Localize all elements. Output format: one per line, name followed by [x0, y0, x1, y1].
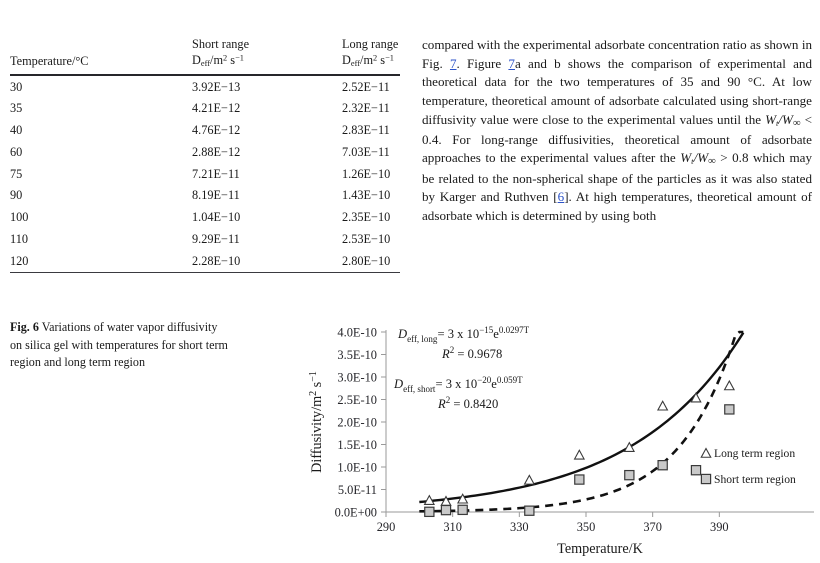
- cell-long-range: 2.53E−10: [342, 231, 391, 246]
- w-infinity-2: ∞: [708, 155, 716, 168]
- x-tick-label: 310: [443, 520, 462, 534]
- table-row: [10, 75, 400, 98]
- figure-7-reference-a[interactable]: 7: [449, 55, 457, 71]
- cell-long-range: 2.83E−11: [342, 123, 390, 138]
- column-header-short-range-line2: [192, 53, 244, 67]
- cell-temperature: 75: [10, 166, 23, 181]
- w-slash-w-2: /W: [693, 150, 709, 166]
- w-ratio-1: [765, 112, 801, 127]
- body-seg-1: compared with the experimental adsorbate concentration ratio as shown in Fig.: [422, 37, 812, 71]
- y-axis-title-text: Diffusivity/$m^2$ $s^{-1}$: [308, 371, 325, 473]
- column-header-long-range: [342, 36, 400, 75]
- body-seg-5: > 0.8 which may be related to the non-spherical shape of the particles as it was also stated by Karger and Ruthven [: [422, 150, 812, 205]
- equation-short: $D_{eff, short}= 3$ x $10^{-20}e^{0.059T}$: [394, 375, 523, 394]
- data-point-short-term: [458, 505, 467, 514]
- cell-long-range: 1.26E−10: [342, 166, 391, 181]
- cell-long-range: 2.52E−11: [342, 79, 390, 94]
- body-seg-2: . Figure: [456, 55, 509, 71]
- data-point-long-term: [658, 401, 668, 410]
- cell-temperature: 100: [10, 210, 29, 225]
- cell-temperature: 90: [10, 188, 23, 203]
- short-unit-sup-minus1: −1: [235, 53, 244, 63]
- cell-short-range: 2.28E−10: [192, 253, 241, 268]
- long-unit-sup-minus1: −1: [385, 53, 394, 63]
- y-tick-label: 2.0E-10: [337, 415, 377, 430]
- w-slash-w-1: /W: [778, 111, 793, 127]
- y-tick-label: 1.5E-10: [337, 437, 377, 452]
- body-seg-6: ]. At high temperatures, theoretical amount of adsorbate which is determined by using both: [422, 189, 812, 223]
- y-tick-label: 1.0E-10: [337, 460, 377, 475]
- w-subscript-t-2: t: [691, 156, 694, 167]
- x-tick-label: 290: [376, 520, 396, 534]
- long-d-symbol: D: [342, 53, 351, 68]
- figure-label: Fig. 6: [10, 320, 39, 334]
- cell-short-range: 4.76E−12: [192, 123, 241, 138]
- data-point-short-term: [441, 506, 450, 515]
- citation-reference-6[interactable]: 6: [557, 189, 565, 205]
- y-tick-label: 5.0E-11: [337, 482, 377, 497]
- column-header-temperature: [10, 36, 192, 75]
- data-point-short-term: [525, 506, 534, 515]
- r-squared-long: $R^2 = 0.9678$: [442, 345, 503, 361]
- w-symbol-2: W: [680, 150, 692, 166]
- data-point-long-term: [725, 381, 735, 390]
- column-header-short-range-line1: Short range: [192, 37, 250, 51]
- long-unit-sup-2: 2: [373, 53, 378, 63]
- table-row: [10, 250, 400, 272]
- data-point-short-term: [691, 466, 700, 475]
- short-unit-sup-2: 2: [223, 53, 228, 63]
- column-header-short-range: [192, 36, 342, 75]
- cell-temperature: 110: [10, 231, 28, 246]
- article-body-text: [422, 36, 812, 226]
- table-bottom-rule: [10, 272, 400, 273]
- cell-short-range: 8.19E−11: [192, 188, 240, 203]
- column-header-long-range-line1: Long range: [342, 37, 399, 51]
- data-point-short-term: [425, 507, 434, 516]
- column-header-temperature-label: Temperature/°C: [10, 53, 89, 68]
- column-header-long-range-line2: [342, 53, 394, 67]
- cell-temperature: 120: [10, 253, 29, 268]
- legend-label-short-term: Short term region: [714, 473, 796, 486]
- diffusivity-table-block: [10, 36, 400, 273]
- figure-caption: [10, 319, 228, 372]
- data-point-long-term: [525, 475, 535, 484]
- table-row: [10, 141, 400, 163]
- y-tick-label: 3.0E-10: [337, 370, 377, 385]
- data-point-short-term: [725, 405, 734, 414]
- cell-short-range: 4.21E−12: [192, 101, 241, 116]
- diffusivity-table: [10, 36, 400, 272]
- cell-temperature: 40: [10, 123, 23, 138]
- table-row: [10, 185, 400, 207]
- legend-marker-long-term: [701, 449, 711, 458]
- table-header-row: [10, 36, 400, 75]
- legend-marker-short-term: [701, 474, 710, 483]
- table-head: [10, 36, 400, 75]
- short-d-subscript: eff: [200, 59, 211, 69]
- cell-short-range: 1.04E−10: [192, 210, 241, 225]
- body-seg-3: a and b shows the comparison of experimental and theoretical data for the two temperatures of 35 and 90 °C. At low temperature, theoretical amount of adsorbate calculated using short-range diffusivity value were close to the experimental values until the: [422, 55, 812, 127]
- short-unit-slash-m: /m: [210, 53, 224, 68]
- cell-long-range: 2.32E−11: [342, 101, 390, 116]
- body-paragraph: [422, 36, 812, 226]
- w-ratio-2: [680, 150, 716, 168]
- data-point-short-term: [575, 475, 584, 484]
- y-tick-label: 3.5E-10: [337, 347, 377, 362]
- data-point-long-term: [575, 450, 585, 459]
- table-row: [10, 228, 400, 250]
- long-unit-slash-m: /m: [360, 53, 374, 68]
- cell-long-range: 7.03E−11: [342, 144, 390, 159]
- cell-short-range: 3.92E−13: [192, 79, 241, 94]
- x-axis-title: Temperature/K: [557, 541, 643, 557]
- short-unit-s: s: [227, 53, 236, 68]
- table-row: [10, 120, 400, 142]
- cell-temperature: 35: [10, 101, 23, 116]
- figure-7-reference-b[interactable]: 7: [508, 55, 515, 71]
- short-d-symbol: D: [192, 53, 201, 68]
- cell-long-range: 2.35E−10: [342, 210, 391, 225]
- y-tick-label: 2.5E-10: [337, 392, 377, 407]
- data-point-short-term: [625, 471, 634, 480]
- w-symbol-1: W: [765, 111, 776, 127]
- y-axis-title: [308, 371, 325, 473]
- table-row: [10, 98, 400, 120]
- cell-temperature: 60: [10, 144, 23, 159]
- data-point-short-term: [658, 461, 667, 470]
- diffusivity-chart: [286, 316, 816, 561]
- chart-svg: [286, 316, 816, 561]
- equation-long: $D_{eff, long}= 3$ x $10^{-15}e^{0.0297T}$: [398, 325, 530, 344]
- x-tick-label: 370: [643, 520, 662, 534]
- x-tick-label: 390: [710, 520, 729, 534]
- cell-long-range: 2.80E−10: [342, 253, 391, 268]
- body-seg-4: < 0.4. For long-range diffusivities, theoretical amount of adsorbate approaches to the experimental values after the: [422, 111, 812, 166]
- cell-short-range: 2.88E−12: [192, 144, 241, 159]
- long-d-subscript: eff: [350, 59, 361, 69]
- legend-label-long-term: Long term region: [714, 447, 796, 460]
- cell-short-range: 9.29E−11: [192, 231, 240, 246]
- figure-caption-text: Variations of water vapor diffusivity on silica gel with temperatures for short term region and long term region: [10, 320, 228, 370]
- x-tick-label: 330: [510, 520, 529, 534]
- y-tick-label: 0.0E+00: [334, 505, 377, 520]
- cell-long-range: 1.43E−10: [342, 188, 391, 203]
- r-squared-short: $R^2 = 0.8420$: [438, 395, 499, 411]
- table-row: [10, 206, 400, 228]
- cell-temperature: 30: [10, 79, 23, 94]
- y-tick-label: 4.0E-10: [337, 325, 377, 340]
- cell-short-range: 7.21E−11: [192, 166, 240, 181]
- long-unit-s: s: [377, 53, 386, 68]
- w-subscript-t-1: t: [775, 117, 779, 128]
- w-infinity-1: ∞: [792, 116, 801, 129]
- x-tick-label: 350: [576, 520, 596, 534]
- table-row: [10, 163, 400, 185]
- table-body: [10, 75, 400, 272]
